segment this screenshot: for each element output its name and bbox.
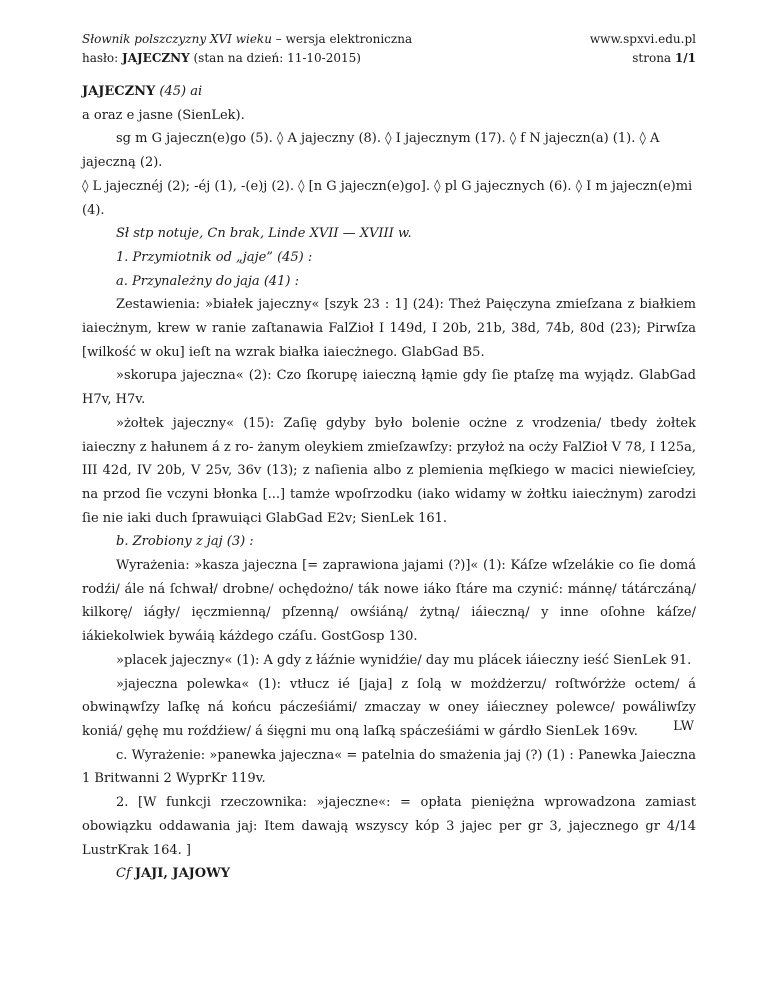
dictionary-title: Słownik polszczyzny XVI wieku – wersja elektroniczna <box>82 32 413 46</box>
zestawienia-paragraph: Zestawienia: »białek jajeczny« [szyk 23 : 1] (24): Theż Paięczyna zmieſzana z białkiem iaiecżnym, krew w ranie zaſtanawia FalZioł I 149d, I 20b, 21b, 38d, 74b, 80d (23); Pirwſza [wilkość w oku] ieſt na wzrak białka iaiecżnego. GlabGad B5. <box>82 297 696 360</box>
polewka-paragraph: »jajeczna polewka« (1): vtłucz ié [jaja] z ſolą w możdżerzu/ roſtwórżże octem/ á obwinąwſzy laſkę ná końcu pácześiámi/ zmaczay w oney iáieczney polewce/ powáliwſzy koniá/ gęhę mu roźdźiew/ á śięgni mu oną laſką spácześiámi w gárdło SienLek 169v. <box>82 676 696 739</box>
spelling-note: a oraz e jasne (SienLek). <box>82 107 245 123</box>
page-header-right <box>590 30 696 68</box>
entry-body <box>82 80 696 886</box>
dictionary-notes: Sł stp notuje, Cn brak, Linde XVII — XVIII w. <box>116 226 412 242</box>
author-initials: LW <box>673 719 694 734</box>
entry-line: hasło: JAJECZNY (stan na dzień: 11-10-2015) <box>82 51 361 65</box>
placek-paragraph: »placek jajeczny« (1): A gdy z łáźnie wynidźie/ day mu plácek iáieczny ieść SienLek 91. <box>116 652 692 668</box>
cross-reference-links[interactable]: JAJI, JAJOWY <box>134 866 231 882</box>
sense-1-heading: 1. Przymiotnik od „jaje” (45) : <box>116 249 313 265</box>
headword-line <box>82 80 696 104</box>
zoltek-paragraph: »żołtek jajeczny« (15): Zaſię gdyby było bolenie ocżne z vrodzenia/ tbedy żołtek iaieczny z hałunem á z ro- żanym oleykiem zmieſzawſzy: przyłoż na ocży FalZioł V 78, I 125a, III 42d, IV 20b, V 25v, 36v (13); z naſienia albo z plemienia męſkiego w macici niewieſciey, na przod ſie vczyni błonka [...] tamże wpoſrzodku (iako widamy w żołtku iaiecżnym) zarodzi ſie nie iaki duch ſprawuiąci GlabGad E2v; SienLek 161. <box>82 415 696 526</box>
sense-1a-heading: a. Przynależny do jaja (41) : <box>116 273 300 289</box>
site-url[interactable]: www.spxvi.edu.pl <box>589 32 696 46</box>
kasza-paragraph: Wyrażenia: »kasza jajeczna [= zaprawiona jajami (?)]« (1): Káſze wſzelákie co ſie domá rodźi/ ále ná ſchwał/ drobne/ ochędożno/ ták nowe iáko ſtáre ma czynić: mánnę/ tátárczáną/ kilkorę/ iágły/ ięczmienną/ pſzenną/ owśiáną/ żytną/ iáieczną/ y inne oſohne káſze/ iákiekolwiek bywáią káżdego czáſu. GostGosp 130. <box>82 558 696 645</box>
sense-1c-paragraph: c. Wyrażenie: »panewka jajeczna« = patelnia do smażenia jaj (?) (1) : Panewka Jaieczna 1 Britwanni 2 WyprKr 119v. <box>82 747 696 787</box>
page-number: strona 1/1 <box>632 51 696 65</box>
headword: JAJECZNY <box>82 84 156 99</box>
forms-line-2: ◊ L jajecznéj (2); -éj (1), -(e)j (2). ◊ [n G jajeczn(e)go]. ◊ pl G jajecznych (6). ◊ I m jajeczn(e)mi (4). <box>82 178 693 218</box>
sense-2-paragraph: 2. [W funkcji rzeczownika: »jajeczne«: = opłata pieniężna wprowadzona zamiast obowiązku oddawania jaj: Item dawają wszyscy kóp 3 jajec per gr 3, jajecznego gr 4/14 LustrKrak 164. ] <box>82 795 696 858</box>
sense-1b-heading: b. Zrobiony z jaj (3) : <box>116 534 254 550</box>
headword-note: ai <box>190 84 203 99</box>
cross-reference: Cf JAJI, JAJOWY <box>116 866 231 882</box>
page-header-left <box>82 30 412 68</box>
headword-count: (45) <box>155 84 191 99</box>
skorupa-paragraph: »skorupa jajeczna« (2): Czo ſkorupę iaieczną łąmie gdy ſie ptaſzę ma wyjądz. GlabGad H7v, H7v. <box>82 368 696 408</box>
forms-line-1: sg m G jajeczn(e)go (5). ◊ A jajeczny (8). ◊ I jajecznym (17). ◊ f N jajeczn(a) (1). ◊ A jajeczną (2). <box>82 131 660 171</box>
